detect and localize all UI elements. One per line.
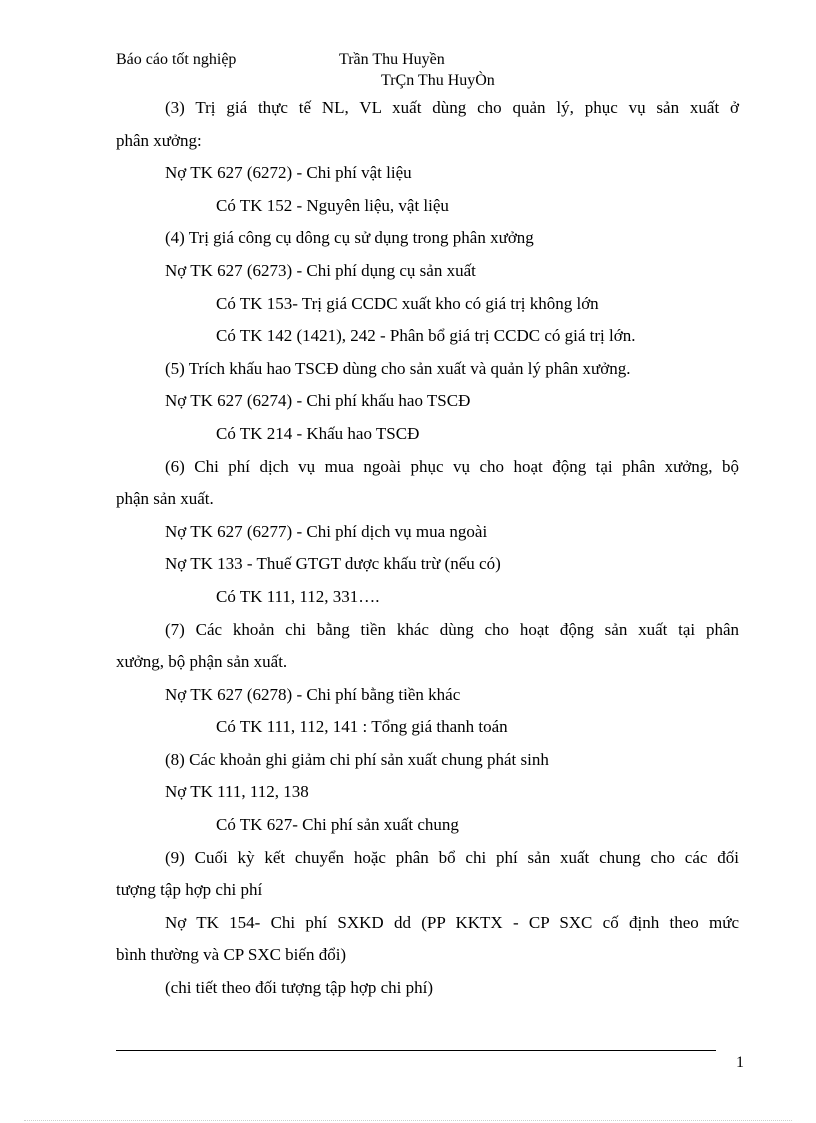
text-line: Nợ TK 627 (6274) - Chi phí khấu hao TSCĐ: [165, 391, 471, 411]
text-line: (6) Chi phí dịch vụ mua ngoài phục vụ cho hoạt động tại phân xưởng, bộ: [165, 456, 739, 476]
text-line: Có TK 627- Chi phí sản xuất chung: [216, 815, 459, 835]
text-line: (chi tiết theo đối tượng tập hợp chi phí): [165, 978, 433, 998]
text-line: Có TK 111, 112, 331….: [216, 586, 380, 606]
text-line: (3) Trị giá thực tế NL, VL xuất dùng cho quản lý, phục vụ sản xuất ở: [165, 98, 739, 117]
header-author: Trần Thu Huyền: [339, 51, 445, 68]
text-line: Nợ TK 627 (6277) - Chi phí dịch vụ mua ngoài: [165, 521, 488, 541]
text-line: (5) Trích khấu hao TSCĐ dùng cho sản xuất và quản lý phân xưởng.: [165, 358, 631, 378]
text-line: (9) Cuối kỳ kết chuyển hoặc phân bổ chi phí sản xuất chung cho các đối: [165, 847, 739, 867]
text-line: (4) Trị giá công cụ dông cụ sử dụng trong phân xưởng: [165, 228, 534, 248]
text-line: phân xưởng:: [116, 130, 202, 150]
text-line: Có TK 153- Trị giá CCDC xuất kho có giá trị không lớn: [216, 293, 599, 313]
text-line: Có TK 111, 112, 141 : Tổng giá thanh toán: [216, 717, 508, 737]
text-line: Nợ TK 133 - Thuế GTGT dược khấu trừ (nếu có): [165, 554, 501, 574]
text-line: phận sản xuất.: [116, 489, 214, 509]
text-line: Nợ TK 154- Chi phí SXKD dd (PP KKTX - CP SXC cố định theo mức: [165, 912, 739, 932]
text-line: tượng tập hợp chi phí: [116, 880, 263, 900]
text-line: Nợ TK 627 (6273) - Chi phí dụng cụ sản xuất: [165, 260, 476, 280]
text-line: Có TK 214 - Khấu hao TSCĐ: [216, 423, 420, 443]
header-author-garbled: TrÇn Thu HuyÒn: [381, 72, 495, 89]
header-doc-type: Báo cáo tốt nghiệp: [116, 51, 237, 68]
text-line: Có TK 142 (1421), 242 - Phân bổ giá trị CCDC có giá trị lớn.: [216, 326, 636, 346]
text-line: Nợ TK 111, 112, 138: [165, 782, 309, 802]
text-line: (7) Các khoản chi bằng tiền khác dùng cho hoạt động sản xuất tại phân: [165, 619, 739, 639]
document-body: [116, 92, 739, 1005]
text-line: xưởng, bộ phận sản xuất.: [116, 652, 288, 672]
page-bottom-divider: [24, 1120, 792, 1121]
text-line: Có TK 152 - Nguyên liệu, vật liệu: [216, 195, 449, 215]
text-line: bình thường và CP SXC biến đổi): [116, 945, 347, 965]
text-line: Nợ TK 627 (6278) - Chi phí bằng tiền khác: [165, 684, 461, 704]
text-line: (8) Các khoản ghi giảm chi phí sản xuất chung phát sinh: [165, 749, 549, 769]
text-line: Nợ TK 627 (6272) - Chi phí vật liệu: [165, 163, 412, 183]
footer-rule: [116, 1050, 716, 1051]
page-number: 1: [736, 1054, 744, 1071]
